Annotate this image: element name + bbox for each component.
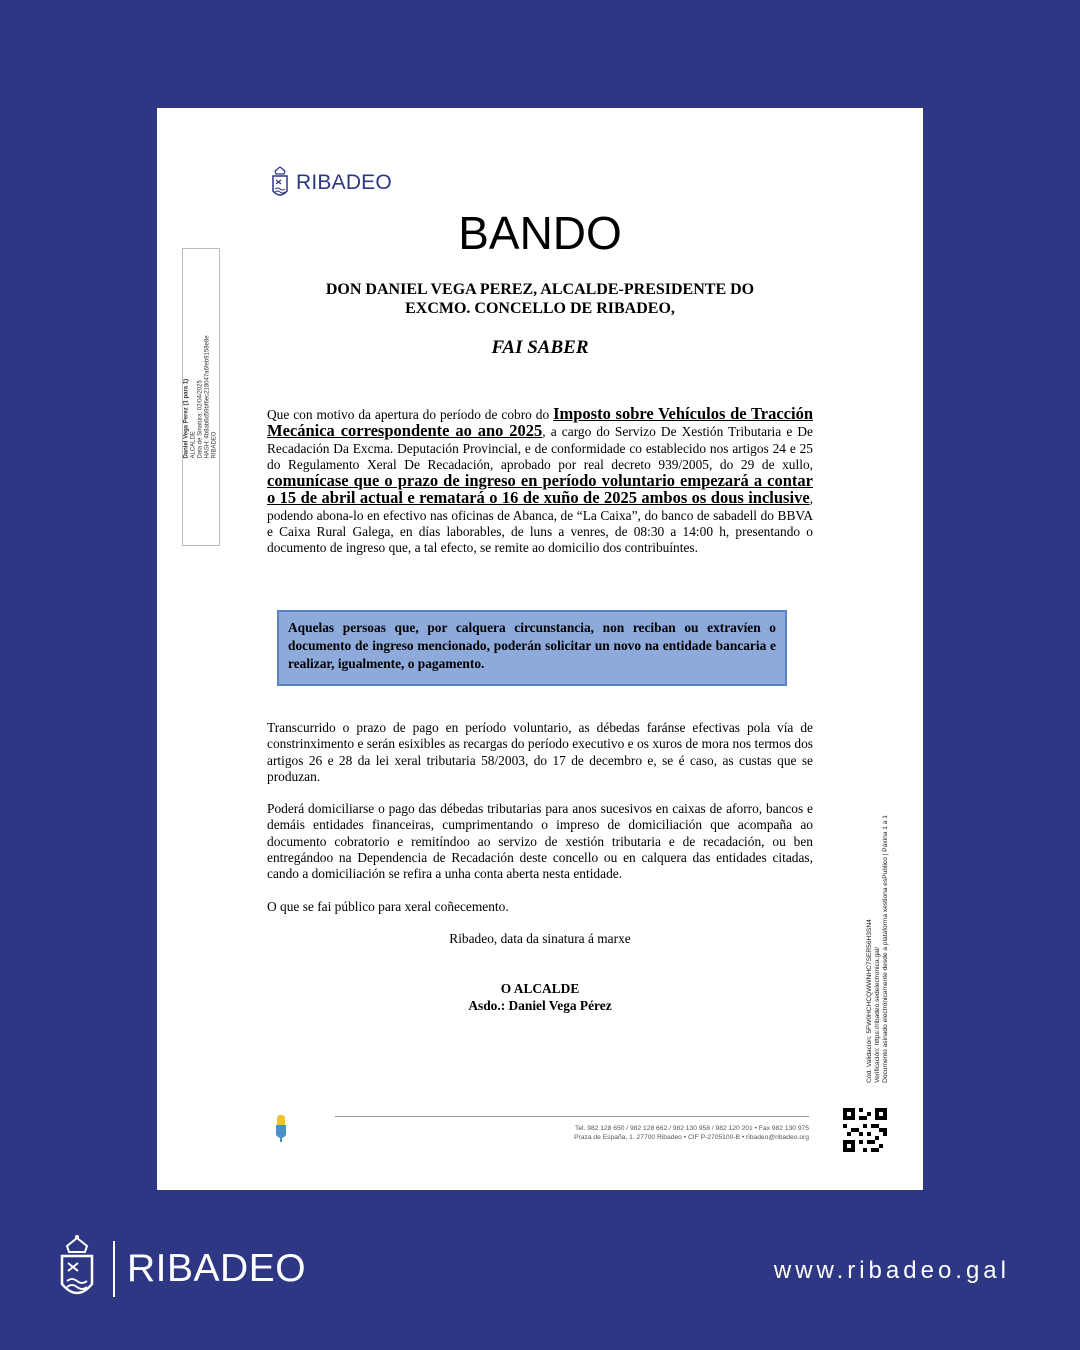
logo-divider xyxy=(113,1241,115,1297)
qr-code-icon xyxy=(843,1108,887,1152)
date-line: Ribadeo, data da sinatura á marxe xyxy=(449,931,631,946)
paragraph-1 xyxy=(267,406,813,557)
signature-hash: HASH: 4b8ab6d59bf6ec218047a6feb9158e8e xyxy=(204,335,211,459)
tax-name-highlight: Imposto sobre Vehículos de Tracción Mecánica correspondente ao ano 2025 xyxy=(267,404,813,441)
paragraph-4: O que se fai público para xeral coñecemento. xyxy=(267,899,509,914)
signature-strip xyxy=(182,248,220,546)
paragraph-2: Transcurrido o prazo de pago en período voluntario, as débedas faránse efectivas pola vía de constrinximento e serán esixibles as recargas do período executivo e os xuros de mora nos termos dos artigos 26 e 28 da lei xeral tributaria 58/2003, do 17 de decembro e, se é caso, as custas que se produzan. xyxy=(267,720,813,784)
signature-label: RIBADEO xyxy=(211,431,218,459)
p1-end: , podendo abona-lo en efectivo nas oficinas de Abanca, de “La Caixa”, do banco de sabadell do BBVA e Caixa Rural Galega, en días laborables, de luns a venres, de 08:30 a 14:00 h, presentando o documento de ingreso que, a tal efecto, se remite ao domicilio dos contribuíntes. xyxy=(267,491,813,556)
signature-block xyxy=(157,980,923,1014)
signature-signer: Daniel Vega Perez (1 para 1) xyxy=(183,378,190,459)
footer-phones: Tel. 982 128 650 / 982 128 662 / 982 130 958 / 982 120 201 • Fax 982 130 975 xyxy=(575,1125,809,1132)
footer-address: Praza de España, 1. 27700 Ribadeo • CIF P-2705100-B • ribadeo@ribadeo.org xyxy=(574,1134,809,1141)
mayor-header xyxy=(277,280,803,318)
website-url: www.ribadeo.gal xyxy=(773,1257,1010,1284)
header-line-2: EXCMO. CONCELLO DE RIBADEO, xyxy=(405,300,675,317)
validation-code: Cód. Validación: 5FW0HCHCQWWNHC7SER56H3SN4 xyxy=(866,919,873,1083)
logo-text: RIBADEO xyxy=(296,171,392,194)
deadline-highlight: comunícase que o prazo de ingreso en período voluntario empezará a contar o 15 de abril actual e rematará o 16 de xuño de 2025 ambos os dous inclusive xyxy=(267,471,813,508)
validation-note: Documento asinado electrónicamente desde a plataforma xestiona esPublico | Páxina 1 a 1 xyxy=(882,815,889,1083)
signature-date: Data de Sinatura: 02/04/2025 xyxy=(197,380,204,459)
ribadeo-brand-logo xyxy=(57,1234,306,1304)
coat-of-arms-icon xyxy=(57,1234,97,1304)
coat-of-arms-icon xyxy=(270,165,290,201)
p1-middle: , a cargo do Servizo De Xestión Tributaria e De Recadación Da Excma. Deputación Provincial, e de conformidade co establecido nos artigos 24 e 25 do Regulamento Xeral De Recadación, aprobado por real decreto 939/2005, do 29 de xullo, xyxy=(267,424,813,472)
brand-logo-text: RIBADEO xyxy=(127,1247,307,1290)
signer-role: O ALCALDE xyxy=(500,981,580,996)
document-page xyxy=(157,108,923,1190)
p1-intro: Que con motivo da apertura do período de cobro do xyxy=(267,407,554,422)
footer-contact xyxy=(574,1124,809,1142)
fai-saber-heading: FAI SABER xyxy=(491,337,589,358)
page-title: BANDO xyxy=(458,207,622,259)
footer-divider xyxy=(335,1116,809,1117)
validation-strip xyxy=(859,791,897,1107)
signer-name: Asdo.: Daniel Vega Pérez xyxy=(468,998,612,1013)
header-line-1: DON DANIEL VEGA PEREZ, ALCALDE-PRESIDENTE DO xyxy=(325,281,755,298)
notice-box: Aquelas persoas que, por calquera circunstancia, non reciban ou extravíen o documento de ingreso mencionado, poderán solicitar un novo na entidade bancaria e realizar, igualmente, o pagamento. xyxy=(277,610,787,686)
signature-role: ALCALDE xyxy=(190,431,197,459)
validation-url: Verificación: https://ribadeo.sedelectronica.gal/ xyxy=(874,946,881,1083)
paragraph-3: Poderá domiciliarse o pago das débedas tributarias para anos sucesivos en caixas de aforro, bancos e demáis entidades financeiras, cumprimentando o impreso de domiciliación que acompaña ao documento cobratorio e remitíndoo ao servizo de xestión tributaria e de recadación, ou ben entregándoo na Dependencia de Recadación deste concello ou en calquera das entidades citadas, cando a domiciliación se refira a unha conta aberta nesta entidade. xyxy=(267,801,813,882)
ribadeo-logo xyxy=(270,163,392,203)
footer-emblem-icon xyxy=(274,1113,288,1143)
